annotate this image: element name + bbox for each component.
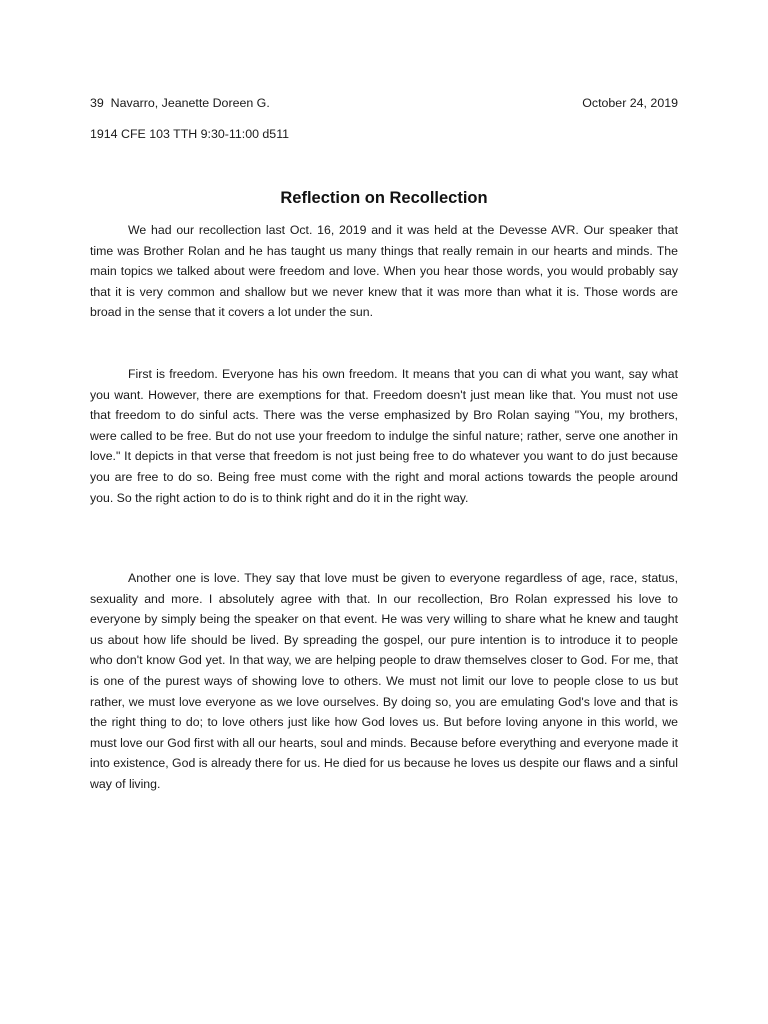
class-schedule-line: 1914 CFE 103 TTH 9:30-11:00 d511 (90, 127, 290, 141)
paragraph-introduction: We had our recollection last Oct. 16, 2019 and it was held at the Devesse AVR. Our speaker that time was Brother Rolan and he has taught us many things that really remain in our hearts and minds. The main topics we talked about were freedom and love. When you hear those words, you would probably say that it is very common and shallow but we never knew that it was more than what it is. Those words are broad in the sense that it covers a lot under the sun. (90, 223, 678, 320)
document-date: October 24, 2019 (582, 96, 678, 110)
paragraph-love: Another one is love. They say that love must be given to everyone regardless of age, race, status, sexuality and more. I absolutely agree with that. In our recollection, Bro Rolan expressed his love to everyone by simply being the speaker on that event. He was very willing to share what he knew and taught us about how life should be lived. By spreading the gospel, our pure intention is to introduce it to people who don't know God yet. In that way, we are helping people to draw themselves closer to God. For me, that is one of the purest ways of showing love to others. We must not limit our love to people close to us but rather, we must love everyone as we love ourselves. By doing so, you are emulating God's love and that is the right thing to do; to love others just like how God loves us. But before loving anyone in this world, we must love our God first with all our hearts, soul and minds. Because before everything and everyone made it into existence, God is already there for us. He died for us because he loves us despite our flaws and a sinful way of living. (90, 571, 678, 791)
document-header (90, 94, 678, 112)
document-title: Reflection on Recollection (280, 189, 488, 207)
paragraph-freedom: First is freedom. Everyone has his own freedom. It means that you can di what you want, say what you want. However, there are exemptions for that. Freedom doesn't just mean like that. You must not use that freedom to do sinful acts. There was the verse emphasized by Bro Rolan saying "You, my brothers, were called to be free. But do not use your freedom to indulge the sinful nature; rather, serve one another in love." It depicts in that verse that freedom is not just being free to do whatever you want to do just because you are free to do so. Being free must come with the right and moral actions towards the people around you. So the right action to do is to think right and do it in the right way. (90, 367, 678, 505)
student-name-line: 39 Navarro, Jeanette Doreen G. (90, 96, 270, 110)
